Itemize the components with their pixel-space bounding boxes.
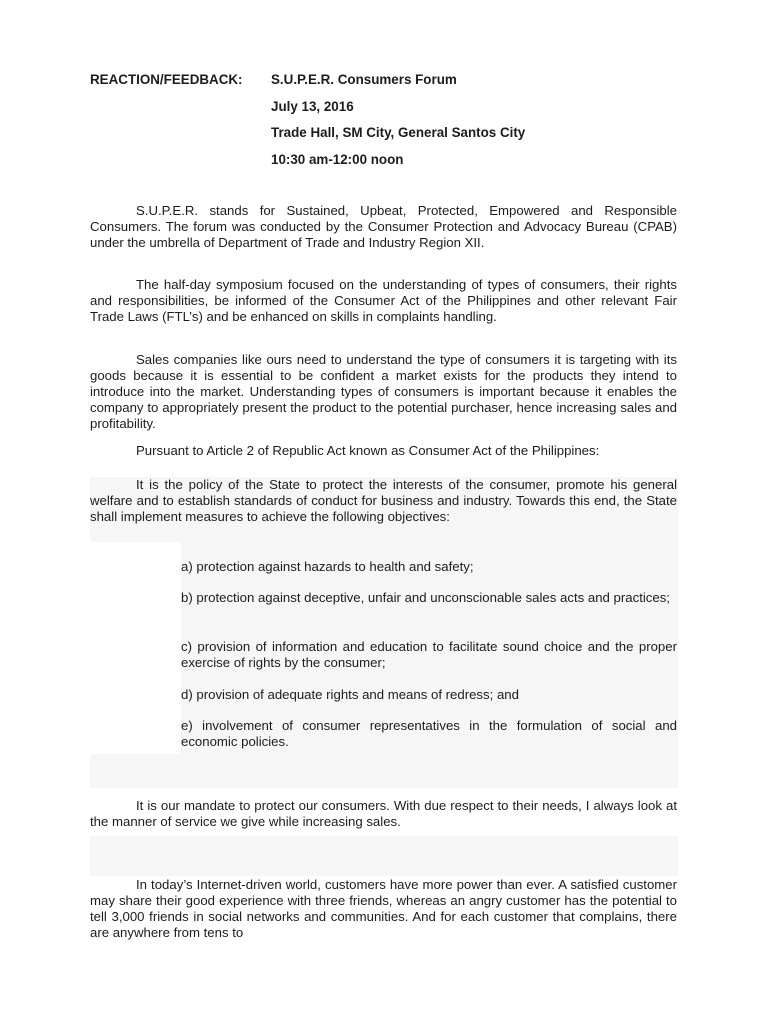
forum-venue: Trade Hall, SM City, General Santos City [271, 125, 526, 140]
paragraph-shade-middle [90, 836, 678, 876]
quote-shade-bottom [90, 754, 678, 788]
forum-date: July 13, 2016 [271, 98, 354, 114]
forum-title: S.U.P.E.R. Consumers Forum [271, 72, 457, 87]
paragraph-internet: In today’s Internet-driven world, customers have more power than ever. A satisfied customer may share their good experience with three friends, whereas an angry customer has the potential to tell 3,000 friends in social networks and communities. And for each customer that complains, there are anywhere from tens to [90, 877, 677, 940]
header-label: REACTION/FEEDBACK: [90, 72, 243, 87]
paragraph-pursuant: Pursuant to Article 2 of Republic Act known as Consumer Act of the Philippines: [136, 443, 600, 458]
forum-time: 10:30 am-12:00 noon [271, 151, 404, 167]
paragraph-sales-companies: Sales companies like ours need to understand the type of consumers it is targeting with its goods because it is essential to be confident a market exists for the products they intend to introduce into the market. Understanding types of consumers is important because it enables the company to appropriately present the product to the potential purchaser, hence increasing sales and profitability. [90, 352, 677, 431]
list-item-c: c) provision of information and education to facilitate sound choice and the proper exercise of rights by the consumer; [181, 639, 677, 670]
paragraph-policy: It is the policy of the State to protect the interests of the consumer, promote his general welfare and to establish standards of conduct for business and industry. Towards this end, the State shall implement measures to achieve the following objectives: [90, 477, 677, 524]
list-item-b: b) protection against deceptive, unfair and unconscionable sales acts and practices; [181, 590, 670, 605]
paragraph-symposium: The half-day symposium focused on the understanding of types of consumers, their rights and responsibilities, be informed of the Consumer Act of the Philippines and other relevant Fair Trade Laws (FTL’s) and be enhanced on skills in complaints handling. [90, 277, 677, 324]
list-item-d: d) provision of adequate rights and means of redress; and [181, 687, 519, 702]
list-item-e: e) involvement of consumer representatives in the formulation of social and economic policies. [181, 718, 677, 749]
list-item-a: a) protection against hazards to health and safety; [181, 559, 474, 574]
paragraph-mandate: It is our mandate to protect our consumers. With due respect to their needs, I always look at the manner of service we give while increasing sales. [90, 798, 677, 829]
paragraph-intro: S.U.P.E.R. stands for Sustained, Upbeat, Protected, Empowered and Responsible Consumers. The forum was conducted by the Consumer Protection and Advocacy Bureau (CPAB) under the umbrella of Department of Trade and Industry Region XII. [90, 203, 677, 250]
